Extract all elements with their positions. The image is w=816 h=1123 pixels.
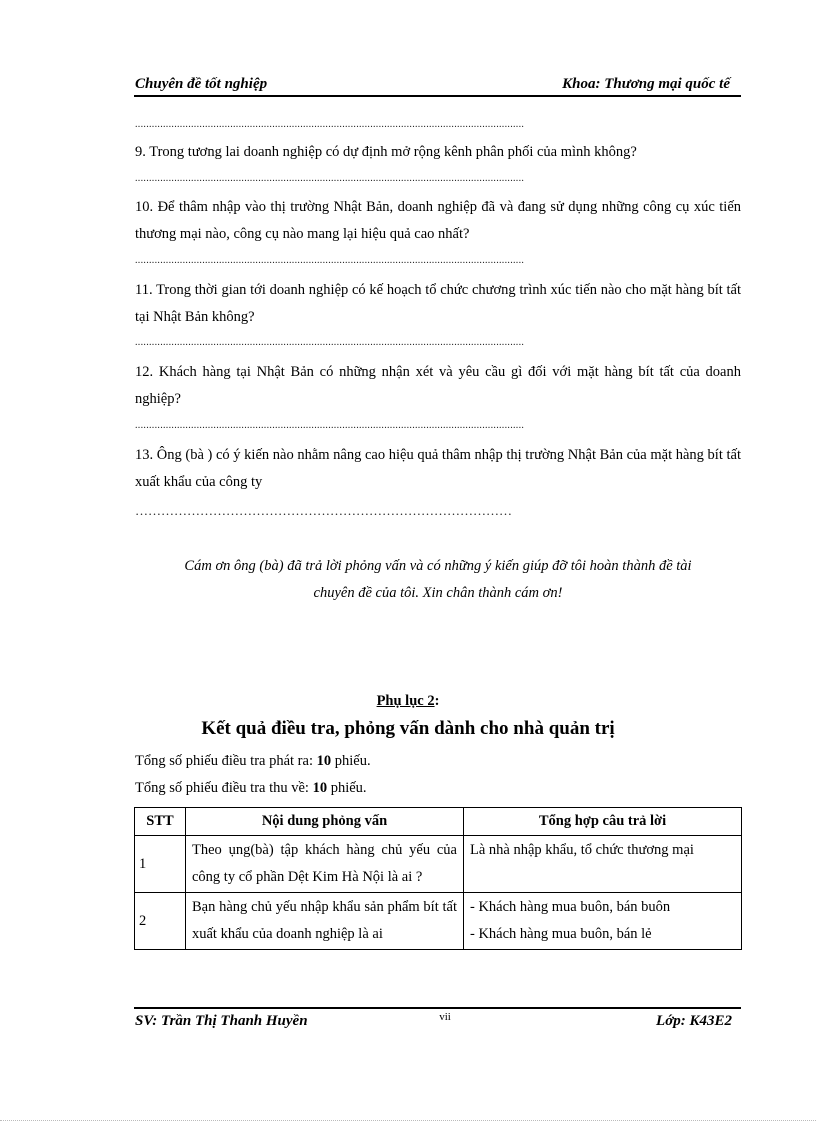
page-number: vii (439, 1011, 451, 1023)
surveys-returned: Tổng số phiếu điều tra thu về: 10 phiếu. (135, 780, 367, 796)
table-row (135, 893, 742, 950)
footer-divider (134, 1007, 741, 1009)
row-stt: 2 (135, 893, 186, 950)
header-right: Khoa: Thương mại quốc tế (562, 76, 730, 92)
table-row (135, 836, 742, 893)
header-divider (134, 95, 741, 97)
answer-line: ........................................................................................................................................... (135, 255, 525, 266)
column-header-stt: STT (135, 808, 186, 836)
question-11: 11. Trong thời gian tới doanh nghiệp có kế hoạch tổ chức chương trình xúc tiến nào cho mặt hàng bít tất tại Nhật Bản không? (135, 282, 741, 325)
survey-table (134, 807, 742, 950)
answer-line: ........................................................................................................................................... (135, 173, 525, 184)
appendix-title: Kết quả điều tra, phỏng vấn dành cho nhà quản trị (201, 718, 615, 739)
column-header-answer: Tổng hợp câu trả lời (464, 808, 742, 836)
question-13: 13. Ông (bà ) có ý kiến nào nhằm nâng cao hiệu quả thâm nhập thị trường Nhật Bản của mặt hàng bít tất xuất khẩu của công ty (135, 447, 741, 490)
row-stt: 1 (135, 836, 186, 893)
thanks-line-1: Cám ơn ông (bà) đã trả lời phỏng vấn và có những ý kiến giúp đỡ tôi hoàn thành đề tài (184, 558, 692, 574)
row-content: Bạn hàng chủ yếu nhập khẩu sản phẩm bít tất xuất khẩu của doanh nghiệp là ai (186, 893, 464, 950)
column-header-content: Nội dung phỏng vấn (186, 808, 464, 836)
question-10: 10. Để thâm nhập vào thị trường Nhật Bản, doanh nghiệp đã và đang sử dụng những công cụ xúc tiến thương mại nào, công cụ nào mang lại hiệu quả cao nhất? (135, 199, 741, 242)
page-edge-divider (0, 1120, 816, 1121)
survey-table-viewport (134, 807, 742, 989)
thanks-line-2: chuyên đề của tôi. Xin chân thành cám ơn! (313, 585, 563, 601)
footer-student: SV: Trần Thị Thanh Huyền (135, 1013, 308, 1029)
row-content: Theo ụng(bà) tập khách hàng chủ yếu của công ty cổ phần Dệt Kim Hà Nội là ai ? (186, 836, 464, 893)
answer-line: ........................................................................................................................................... (135, 119, 525, 130)
question-12: 12. Khách hàng tại Nhật Bản có những nhận xét và yêu cầu gì đối với mặt hàng bít tất của doanh nghiệp? (135, 364, 741, 407)
appendix-label: Phụ lục 2: (376, 693, 440, 709)
header-left: Chuyên đề tốt nghiệp (135, 76, 268, 92)
answer-line: ........................................................................................................................................... (135, 420, 525, 431)
table-header-row (135, 808, 742, 836)
row-answer: - Khách hàng mua buôn, bán buôn - Khách hàng mua buôn, bán lẻ (464, 893, 742, 950)
row-answer: Là nhà nhập khẩu, tổ chức thương mại (464, 836, 742, 893)
answer-line: ........................................................................................................................................... (135, 337, 525, 348)
answer-line-long: …………………………………………………………………………… (135, 503, 512, 518)
question-9: 9. Trong tương lai doanh nghiệp có dự định mở rộng kênh phân phối của mình không? (135, 144, 637, 160)
footer-class: Lớp: K43E2 (656, 1013, 732, 1029)
surveys-sent: Tổng số phiếu điều tra phát ra: 10 phiếu. (135, 753, 371, 769)
